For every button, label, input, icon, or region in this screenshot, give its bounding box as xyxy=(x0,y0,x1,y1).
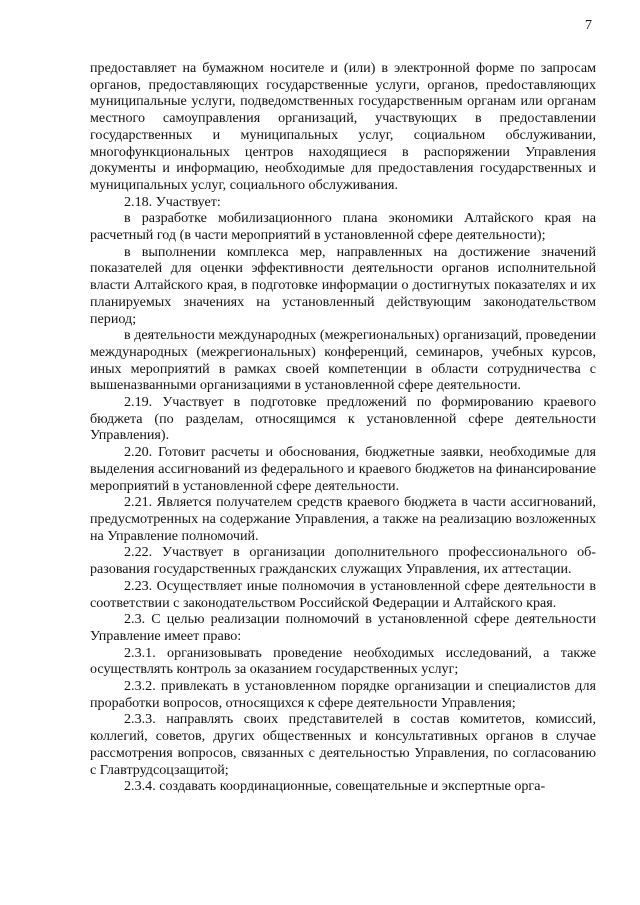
paragraph-efficiency-measures: в выполнении комплекса мер, направленных на достижение значений показателей для оценки эффективности деятельности органов исполнительной власти Алтайского края, в подготовке информации о достигнутых показателях и их планируемых значениях на установленный действующим законодательством период; xyxy=(90,243,596,327)
paragraph-2-3: 2.3. С целью реализации полномочий в установленной сфере деятельности Управление имеет право: xyxy=(90,611,596,644)
paragraph-international-activity: в деятельности международных (межрегиональных) организаций, проведении международных (межрегиональных) конференций, семинаров, учебных курсов, иных мероприятий в рамках своей компетенции в области сотрудничества с вышеназванными организациями в установленной сфере деятельности. xyxy=(90,327,596,394)
paragraph-2-3-1: 2.3.1. организовывать проведение необходимых исследований, а также осуществлять контроль за оказанием государственных услуг; xyxy=(90,644,596,678)
paragraph-2-3-2: 2.3.2. привлекать в установленном порядке организации и специалистов для проработки вопросов, относящихся к сфере деятельности Управления; xyxy=(90,678,596,711)
paragraph-2-22: 2.22. Участвует в организации дополнительного профессионального образования государственных гражданских служащих Управления, их аттестации. xyxy=(90,544,596,578)
paragraph-2-21: 2.21. Является получателем средств краевого бюджета в части ассигнований, предусмотренных на содержание Управления, а также на реализацию возложенных на Управление полномочий. xyxy=(90,494,596,544)
paragraph-2-18: 2.18. Участвует: xyxy=(124,193,221,210)
paragraph-2-3-4: 2.3.4. создавать координационные, совещательные и экспертные орга- xyxy=(124,778,546,795)
page-number: 7 xyxy=(585,18,592,33)
paragraph-continuation: предоставляет на бумажном носителе и (или) в электронной форме по запросам органов, предоставляющих государственные услуги, органов, преdоставляющих муниципальные услуги, подведомственных государственным органам или органам местного самоуправления организаций, участвующих в предоставлении государственных и муниципальных услуг, социальном обслуживании, многофункциональных центров находящиеся в распоряжении Управления документы и информацию, необходимые для предоставления государственных и муниципальных услуг, социального обслуживания. xyxy=(90,60,596,193)
paragraph-2-20: 2.20. Готовит расчеты и обоснования, бюджетные заявки, необходимые для выделения ассигнований из федерального и краевого бюджетов на финансирование мероприятий в установленной сфере деятельности. xyxy=(90,444,596,494)
paragraph-2-23: 2.23. Осуществляет иные полномочия в установленной сфере деятельности в соответствии с законодательством Российской Федерации и Алтайского края. xyxy=(90,577,596,611)
document-body xyxy=(90,60,596,795)
paragraph-2-3-3: 2.3.3. направлять своих представителей в состав комитетов, комиссий, коллегий, советов, других общественных и консультативных органов в случае рассмотрения вопросов, связанных с деятельностью Управления, по согласованию с Главтрудсоцзащитой; xyxy=(90,711,596,778)
paragraph-2-19: 2.19. Участвует в подготовке предложений по формированию краевого бюджета (по разделам, относящимся к установленной сфере деятельности Управления). xyxy=(90,394,596,444)
paragraph-mobilization-plan: в разработке мобилизационного плана экономики Алтайского края на расчетный год (в части мероприятий в установленной сфере деятельности); xyxy=(90,210,596,244)
